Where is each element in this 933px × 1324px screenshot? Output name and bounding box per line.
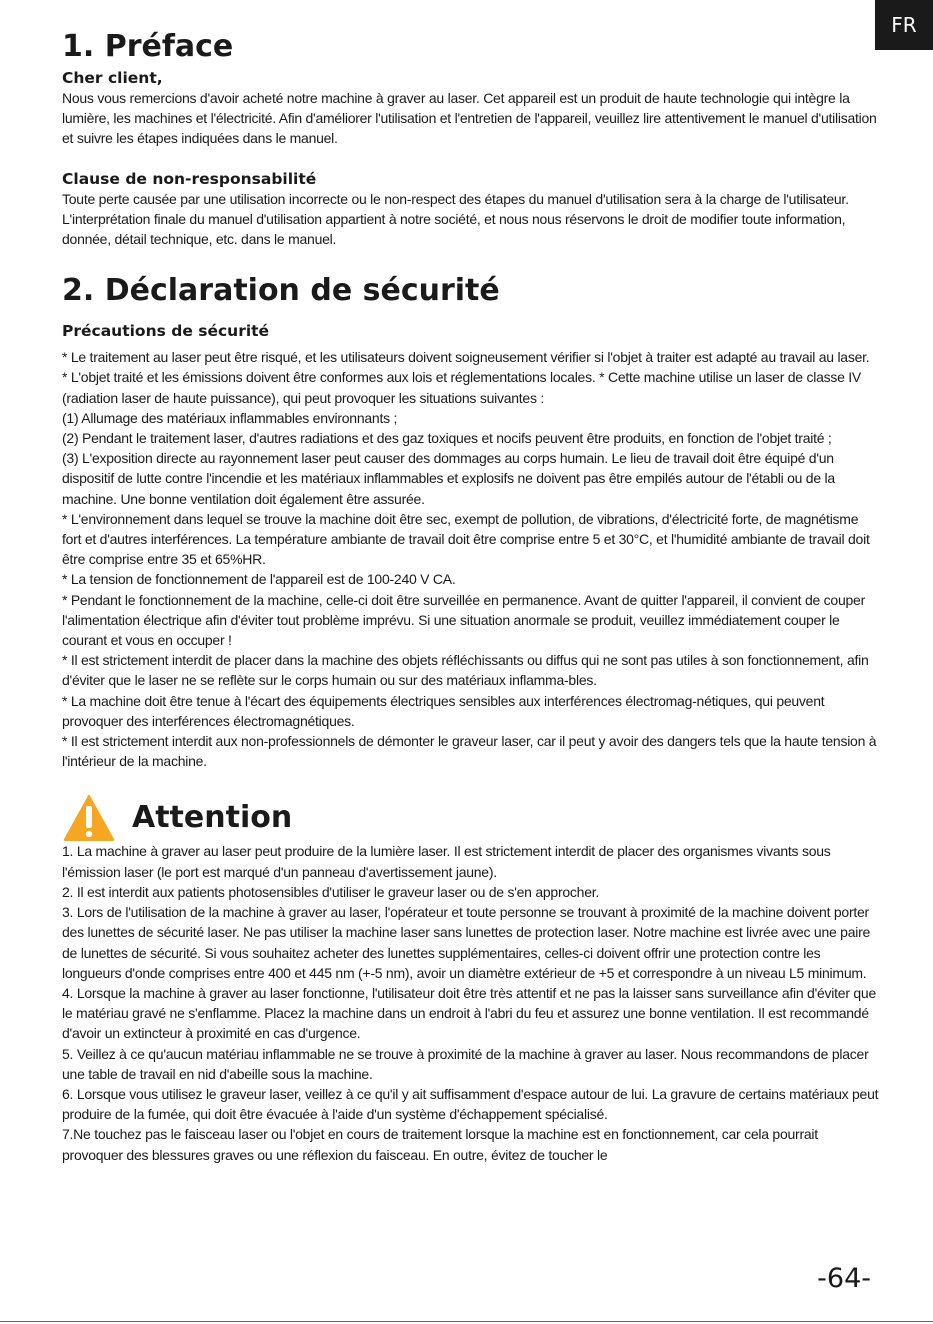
preface-intro: Nous vous remercions d'avoir acheté notre machine à graver au laser. Cet appareil est un produit de haute technologie qui intègre la lumière, les machines et l'électricité. Afin d'améliorer l'utilisation et l'entretien de l'appareil, veuillez lire attentivement le manuel d'utilisation et suivre les étapes indiquées dans le manuel.: [62, 90, 877, 147]
safety-precautions: [62, 347, 880, 771]
precaution-item: (2) Pendant le traitement laser, d'autres radiations et des gaz toxiques et nocifs peuvent être produits, en fonction de l'objet traité ;: [62, 430, 832, 447]
attention-title: Attention: [132, 799, 293, 835]
attention-header: [62, 789, 880, 845]
attention-item: 4. Lorsque la machine à graver au laser fonctionne, l'utilisateur doit être très attentif et ne pas la laisser sans surveillance afin d'éviter que le matériau gravé ne s'enflamme. Placez la machine dans un endroit à l'abri du feu et assurez une bonne ventilation. Il est recommandé d'avoir un extincteur à proximité en cas d'urgence.: [62, 984, 876, 1042]
safety-title: 2. Déclaration de sécurité: [62, 273, 500, 309]
disclaimer-heading: Clause de non-responsabilité: [62, 169, 317, 188]
precaution-item: * La tension de fonctionnement de l'appareil est de 100-240 V CA.: [62, 571, 456, 588]
manual-page: [62, 0, 880, 1165]
precaution-item: * La machine doit être tenue à l'écart des équipements électriques sensibles aux interférences électromag-nétiques, qui peuvent provoquer des interférences électromagnétiques.: [62, 692, 825, 729]
precaution-item: * Pendant le fonctionnement de la machine, celle-ci doit être surveillée en permanence. Avant de quitter l'appareil, il convient de couper l'alimentation électrique afin d'éviter tout problème imprévu. Si une situation anormale se produit, veuillez immédiatement couper le courant et vous en occuper !: [62, 591, 865, 649]
attention-list: [62, 841, 880, 1164]
attention-item: 1. La machine à graver au laser peut produire de la lumière laser. Il est strictement interdit de placer des organismes vivants sous l'émission laser (le port est marqué d'un panneau d'avertissement jaune).: [62, 843, 831, 880]
preface-title: 1. Préface: [62, 29, 234, 64]
precaution-item: * L'environnement dans lequel se trouve la machine doit être sec, exempt de pollution, de vibrations, d'électricité forte, de magnétisme fort et d'autres interférences. La température ambiante de travail doit être comprise entre 5 et 30°C, et l'humidité ambiante de travail doit être comprise entre 35 et 65%HR.: [62, 510, 870, 568]
precaution-item: * Le traitement au laser peut être risqué, et les utilisateurs doivent soigneusement vérifier si l'objet à traiter est adapté au travail au laser.: [62, 349, 870, 366]
precaution-item: * Il est strictement interdit aux non-professionnels de démonter le graveur laser, car il peut y avoir des dangers tels que la haute tension à l'intérieur de la machine.: [62, 733, 877, 770]
precaution-item: (3) L'exposition directe au rayonnement laser peut causer des dommages au corps humain. Le lieu de travail doit être équipé d'un dispositif de lutte contre l'incendie et les matériaux inflammables et explosifs ne doivent pas être empilés autour de l'établi ou de la machine. Une bonne ventilation doit également être assurée.: [62, 450, 835, 507]
precaution-item: * L'objet traité et les émissions doivent être conformes aux lois et réglementations locales. * Cette machine utilise un laser de classe IV (radiation laser de haute puissance), qui peut provoquer les situations suivantes :: [62, 369, 862, 406]
greeting: Cher client,: [62, 69, 163, 87]
warning-triangle-icon: [62, 792, 116, 842]
language-tab: FR: [875, 0, 933, 50]
attention-item: 2. Il est interdit aux patients photosensibles d'utiliser le graveur laser ou de s'en approcher.: [62, 883, 600, 900]
precaution-item: (1) Allumage des matériaux inflammables environnants ;: [62, 409, 398, 426]
safety-subheading: Précautions de sécurité: [62, 322, 270, 341]
attention-item: 5. Veillez à ce qu'aucun matériau inflammable ne se trouve à proximité de la machine à graver au laser. Nous recommandons de placer une table de travail en nid d'abeille sous la machine.: [62, 1045, 869, 1082]
bottom-divider: [0, 1321, 933, 1322]
disclaimer-text: Toute perte causée par une utilisation incorrecte ou le non-respect des étapes du manuel d'utilisation sera à la charge de l'utilisateur. L'interprétation finale du manuel d'utilisation appartient à notre société, et nous nous réservons le droit de modifier toute information, donnée, détail technique, etc. dans le manuel.: [62, 190, 849, 248]
attention-item: 6. Lorsque vous utilisez le graveur laser, veillez à ce qu'il y ait suffisamment d'espace autour de lui. La gravure de certains matériaux peut produire de la fumée, qui doit être évacuée à l'aide d'un système d'échappement spécialisé.: [62, 1085, 879, 1123]
page-number: -64-: [817, 1263, 871, 1294]
precaution-item: * Il est strictement interdit de placer dans la machine des objets réfléchissants ou diffus qui ne sont pas utiles à son fonctionnement, afin d'éviter que le laser ne se reflète sur le corps humain ou sur des matériaux inflamma-bles.: [62, 652, 869, 689]
attention-item: 7.Ne touchez pas le faisceau laser ou l'objet en cours de traitement lorsque la machine est en fonctionnement, car cela pourrait provoquer des blessures graves ou une réflexion du faisceau. En outre, évitez de toucher le: [62, 1126, 818, 1163]
attention-item: 3. Lors de l'utilisation de la machine à graver au laser, l'opérateur et toute personne se trouvant à proximité de la machine doivent porter des lunettes de sécurité laser. Ne pas utiliser la machine laser sans lunettes de protection laser. Notre machine est livrée avec une paire de lunettes de sécurité. Si vous souhaitez acheter des lunettes supplémentaires, celles-ci doivent offrir une protection contre les longueurs d'onde comprises entre 400 et 445 nm (+-5 nm), avoir un diamètre extérieur de +5 et correspondre à un niveau L5 minimum.: [62, 904, 871, 981]
